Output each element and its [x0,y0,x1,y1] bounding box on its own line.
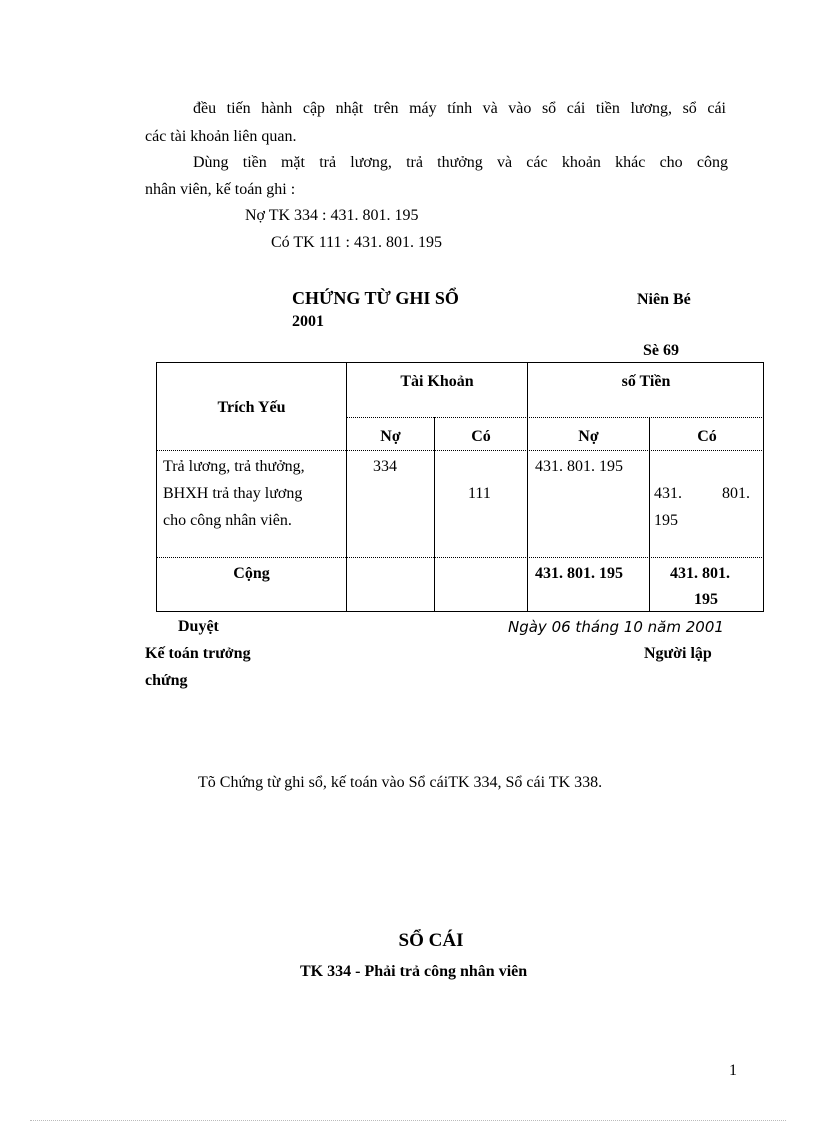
row-summary-line: cho công nhân viên. [163,512,292,529]
row-credit-amount-part: 801. [722,485,750,502]
voucher-year-label: Niên Bé [637,291,691,308]
total-label: Cộng [233,565,270,582]
row-credit-amount-part: 431. [654,485,682,502]
intro-line-3: Dùng tiền mặt trả lương, trả thưởng và các khoản khác cho công [193,154,728,171]
page-number: 1 [729,1062,737,1079]
subheader-debit-amount: Nợ [578,428,599,445]
journal-entry-credit: Có TK 111 : 431. 801. 195 [271,234,442,251]
subheader-debit-account: Nợ [380,428,401,445]
row-summary-line: BHXH trả thay lương [163,485,303,502]
voucher-title: CHỨNG TỪ GHI SỔ [292,288,459,308]
voucher-table [156,362,764,612]
table-divider [527,363,528,611]
row-credit-amount-part: 195 [654,512,678,529]
approved-label: Duyệt [178,618,219,635]
subheader-credit-amount: Có [697,428,717,445]
row-credit-account: 111 [468,485,491,502]
intro-line-1: đều tiến hành cập nhật trên máy tính và vào sổ cái tiền lương, sổ cái [193,100,726,117]
table-divider [157,557,764,558]
total-debit-amount: 431. 801. 195 [535,565,623,582]
voucher-number: Sè 69 [643,342,679,359]
table-divider [346,363,347,611]
ledger-title: SỔ CÁI [398,930,464,951]
header-summary: Trích Yếu [217,399,286,416]
voucher-year: 2001 [292,313,324,330]
total-credit-amount: 195 [694,591,718,608]
row-debit-account: 334 [373,458,397,475]
subheader-credit-account: Có [471,428,491,445]
signing-date: Ngày 06 tháng 10 năm 2001 [508,618,724,636]
transition-text: Tõ Chứng từ ghi sổ, kế toán vào Sổ cáiTK 334, Sổ cái TK 338. [198,774,603,791]
chung-label: chứng [145,672,188,689]
ledger-subtitle: TK 334 - Phải trả công nhân viên [300,963,528,980]
journal-entry-debit: Nợ TK 334 : 431. 801. 195 [245,207,419,224]
intro-line-2: các tài khoản liên quan. [145,128,297,145]
chief-accountant-label: Kế toán trưởng [145,645,251,662]
row-summary-line: Trả lương, trả thưởng, [163,458,305,475]
header-account: Tài Khoản [400,373,474,390]
total-credit-amount: 431. 801. [670,565,730,582]
table-divider [347,417,764,418]
header-amount: số Tiền [621,373,671,390]
row-debit-amount: 431. 801. 195 [535,458,623,475]
intro-line-4: nhân viên, kế toán ghi : [145,181,296,198]
table-divider [157,450,764,451]
preparer-label: Người lập [644,645,712,662]
page-bottom-border [30,1120,786,1121]
